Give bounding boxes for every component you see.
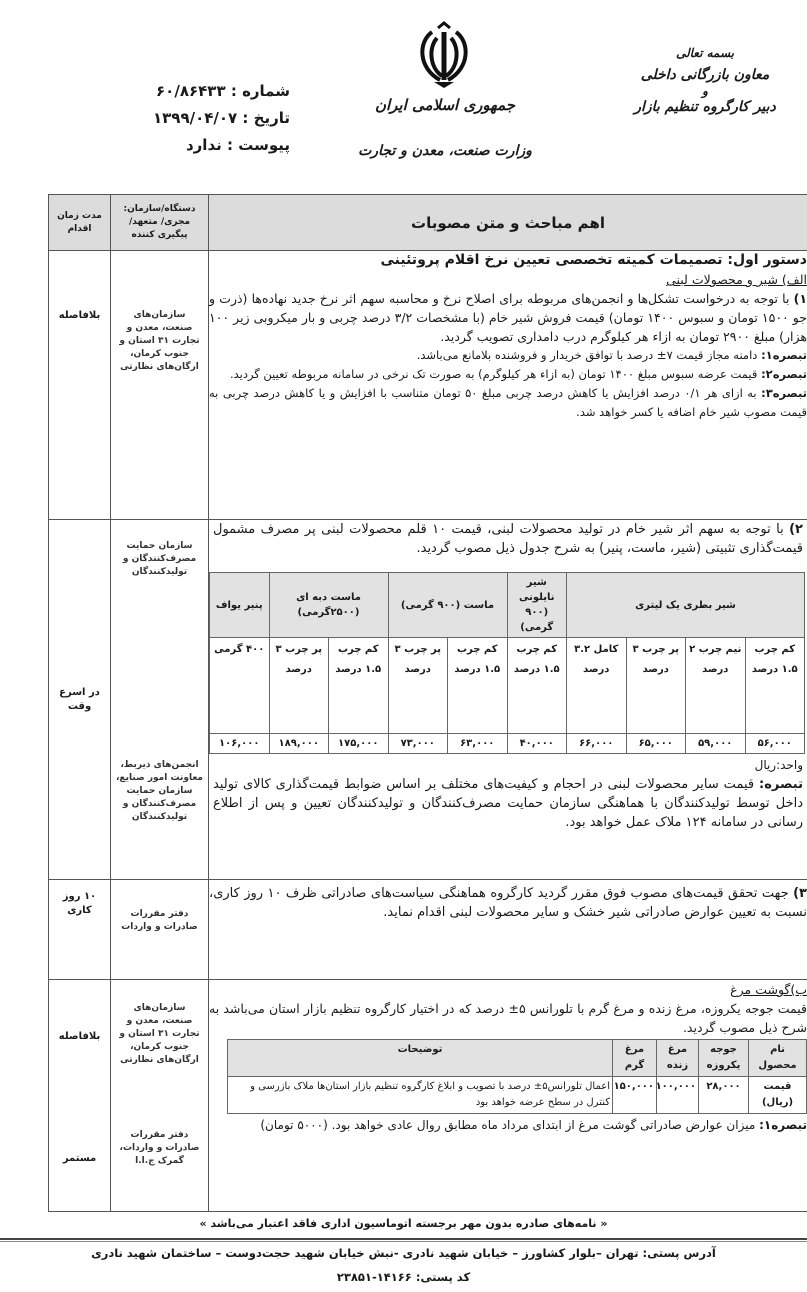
iran-emblem-icon (410, 20, 478, 90)
poultry-header-row (228, 1040, 807, 1077)
dairy-variant: نیم چرب ۲ درصد (686, 638, 746, 734)
dairy-price: ۶۶,۰۰۰ (567, 734, 627, 754)
sender-title (630, 42, 780, 118)
number-value: ۶۰/۸۶۴۳۳ (156, 82, 226, 100)
note1-text: دامنه مجاز قیمت ۷± درصد با توافق خریدار و فروشنده بلامانع می‌باشد. (416, 348, 758, 362)
attachment-value: ندارد (185, 136, 222, 154)
note2-label: تبصره۲: (761, 367, 807, 381)
dairy-variant: کامل ۳.۲ درصد (567, 638, 627, 734)
date-label: تاریخ : (242, 109, 290, 127)
footer-divider (0, 1238, 807, 1240)
dairy-group: پنیر یواف (210, 573, 270, 638)
sender-invocation: بسمه تعالی (675, 46, 735, 60)
poultry-header: جوجه یکروزه (699, 1040, 749, 1077)
item2 (209, 520, 805, 558)
section3-responsible (111, 880, 209, 980)
section3-responsible-text: دفتر مقررات صادرات و واردات (121, 909, 198, 932)
item3 (209, 884, 807, 922)
section2-content (209, 520, 807, 880)
dairy-price-table (209, 572, 805, 754)
section2-note-text: قیمت سایر محصولات لبنی در احجام و کیفیت‌های مختلف بر اساس ضوابط قیمت‌گذاری کالای تولید داخل توسط تولیدکنندگان با هماهنگی سازمان حمایت مصرف‌کنندگان و تولیدکنندگان تعیین و پس از اطلاع رسانی در سامانه ۱۲۴ ملاک عمل خواهد بود. (213, 777, 803, 830)
poultry-subtitle: ب)گوشت مرغ (730, 982, 807, 997)
item3-number: ۳) (793, 886, 807, 901)
dairy-variant: کم چرب ۱.۵ درصد (745, 638, 805, 734)
validity-note: « نامه‌های صادره بدون مهر برجسته اتوماسیون اداری فاقد اعتبار می‌باشد » (199, 1217, 608, 1230)
item2-number: ۲) (789, 522, 803, 537)
section2-responsible-top: سازمان حمایت مصرف‌کنندگان و تولیدکنندگان (122, 541, 197, 577)
postal-address: آدرس پستی: تهران –بلوار کشاورز – خیابان شهید نادری -نبش خیابان شهید حجت‌دوست – ساختمان شهید نادری (91, 1246, 716, 1260)
section1-content (209, 251, 807, 520)
dairy-price: ۱۷۵,۰۰۰ (329, 734, 389, 754)
dairy-variant: کم چرب ۱.۵ درصد (448, 638, 508, 734)
dairy-variant: کم چرب ۱.۵ درصد (507, 638, 567, 734)
section4-responsible-top: سازمان‌های صنعت، معدن و تجارت ۳۱ استان و جنوب کرمان، ارگان‌های نظارتی (119, 1003, 200, 1065)
poultry-header: توضیحات (228, 1040, 613, 1077)
note1-label: تبصره۱: (761, 348, 807, 362)
section3-content (209, 880, 807, 980)
poultry-intro: قیمت جوجه یکروزه، مرغ زنده و مرغ گرم با تلورانس ۵± درصد که در اختیار کارگروه تنظیم بازار استان می‌باشد به شرح ذیل مصوب گردید. (209, 1001, 807, 1035)
section1-responsible-text: سازمان‌های صنعت، معدن و تجارت ۳۱ استان و جنوب کرمان، ارگان‌های نظارتی (119, 310, 200, 372)
poultry-price-table (227, 1039, 807, 1114)
table-row (49, 251, 807, 520)
sender-and: و (702, 84, 708, 98)
item1 (209, 289, 807, 346)
postal-code: کد پستی: ۱۴۱۶۶-۲۳۸۵۱ (336, 1270, 471, 1284)
dairy-group: شیر بطری یک لیتری (567, 573, 805, 638)
poultry-price-chick: ۲۸,۰۰۰ (699, 1077, 749, 1114)
letter-meta (110, 78, 290, 159)
dairy-price: ۵۹,۰۰۰ (686, 734, 746, 754)
letter-attachment (110, 132, 290, 159)
dairy-variant: پر چرب ۳ درصد (388, 638, 448, 734)
republic-name: جمهوری اسلامی ایران (374, 96, 516, 114)
dairy-variant: پر چرب ۳ درصد (269, 638, 329, 734)
dairy-variant-row (210, 638, 805, 734)
dairy-group-row (210, 573, 805, 638)
poultry-header: مرغ زنده (657, 1040, 699, 1077)
item1-number: ۱) (793, 291, 807, 306)
note3-text: به ازای هر ۰/۱ درصد افزایش یا کاهش درصد چربی مبلغ ۵۰ تومان متناسب با افزایش و یا کاهش درصد چربی به قیمت مصوب شیر خام اضافه یا کسر خواهد شد. (209, 386, 807, 419)
dairy-group: شیر نایلونی (۹۰۰ گرمی) (507, 573, 567, 638)
dairy-variant: پر چرب ۳ درصد (626, 638, 686, 734)
section2-duration (49, 520, 111, 880)
dairy-price: ۶۳,۰۰۰ (448, 734, 508, 754)
poultry-note-label: تبصره۱: (759, 1118, 807, 1132)
date-value: ۱۳۹۹/۰۴/۰۷ (152, 109, 238, 127)
poultry-header: مرغ گرم (613, 1040, 657, 1077)
poultry-note-text: میزان عوارض صادراتی گوشت مرغ از ابتدای مرداد ماه مطابق روال عادی خواهد بود. (۵۰۰۰ تومان) (260, 1118, 756, 1132)
section2-note (209, 775, 805, 832)
section1-responsible (111, 251, 209, 520)
footer-divider-thin (0, 1241, 807, 1242)
section3-duration-text: ۱۰ روز کاری (62, 891, 97, 916)
header-content: اهم مباحث و متن مصوبات (209, 195, 807, 251)
sender-deputy: معاون بازرگانی داخلی (640, 67, 770, 83)
dairy-price: ۱۰۶,۰۰۰ (210, 734, 270, 754)
dairy-price: ۶۵,۰۰۰ (626, 734, 686, 754)
letter-number (110, 78, 290, 105)
section3-duration (49, 880, 111, 980)
poultry-price-live: ۱۰۰,۰۰۰ (657, 1077, 699, 1114)
attachment-label: پیوست : (226, 136, 290, 154)
poultry-note (209, 1116, 807, 1135)
poultry-header: نام محصول (749, 1040, 807, 1077)
section4-duration (49, 980, 111, 1212)
number-label: شماره : (230, 82, 290, 100)
dairy-price: ۱۸۹,۰۰۰ (269, 734, 329, 754)
poultry-price-row (228, 1077, 807, 1114)
section2-duration-text: در اسرع وقت (59, 687, 100, 712)
dairy-price: ۴۰,۰۰۰ (507, 734, 567, 754)
agenda-title: دستور اول: تصمیمات کمیته تخصصی تعیین نرخ اقلام پروتئینی (380, 252, 807, 268)
section1-duration-text: بلافاصله (58, 310, 101, 321)
note2 (209, 365, 807, 384)
poultry-description: اعمال تلورانس۵± درصد با تصویب و ابلاغ کارگروه تنظیم بازار استان‌ها ملاک بازرسی و کنترل در سطح عرضه خواهد بود (228, 1077, 613, 1114)
note2-text: قیمت عرضه سبوس مبلغ ۱۴۰۰ تومان (به ازاء هر کیلوگرم) به صورت تک نرخی در سامانه مربوطه تعیین گردید. (229, 367, 758, 381)
section4-responsible-bottom: دفتر مقررات صادرات و واردات، گمرک ج.ا.ا (119, 1130, 200, 1166)
note3 (209, 384, 807, 422)
section4-responsible (111, 980, 209, 1212)
item1-text: با توجه به درخواست تشکل‌ها و انجمن‌های مربوطه برای اصلاح نرخ و محاسبه سهم اثر نرخ جدید نهاده‌ها (ذرت و جو ۱۵۰۰ تومان و سبوس ۱۴۰۰ تومان) قیمت فروش شیر خام (با مشخصات ۳/۲ درصد چربی و بار میکروبی زیر ۱۰۰ هزار) مبلغ ۲۹۰۰ تومان به ازاء هر کیلوگرم درب دامداری تصویب گردید. (209, 291, 807, 344)
header-duration: مدت زمان اقدام (49, 195, 111, 251)
section2-responsible-bottom: انجمن‌های ذیربط، معاونت امور صنایع، سازمان حمایت مصرف‌کنندگان و تولیدکنندگان (116, 760, 203, 822)
item2-text: با توجه به سهم اثر شیر خام در تولید محصولات لبنی، قیمت ۱۰ قلم محصولات لبنی پر مصرف مشمول قیمت‌گذاری تثبیتی (شیر، ماست، پنیر) به شرح جدول ذیل مصوب گردید. (213, 522, 803, 556)
poultry-row-label: قیمت (ریال) (749, 1077, 807, 1114)
table-row (49, 520, 807, 880)
note1 (209, 346, 807, 365)
section4-content (209, 980, 807, 1212)
dairy-price-row (210, 734, 805, 754)
sender-secretary: دبیر کارگروه تنظیم بازار (634, 99, 776, 115)
table-row (49, 980, 807, 1212)
letter-date (110, 105, 290, 132)
dairy-price: ۷۳,۰۰۰ (388, 734, 448, 754)
resolutions-table (48, 194, 807, 1212)
ministry-name: وزارت صنعت، معدن و تجارت (358, 143, 532, 159)
section2-note-label: تبصره: (759, 777, 803, 792)
section4-duration-bottom: مستمر (62, 1153, 97, 1164)
table-header-row (49, 195, 807, 251)
dairy-unit: واحد:ریال (754, 758, 803, 772)
dairy-subtitle: الف) شیر و محصولات لبنی (666, 272, 807, 287)
dairy-group: ماست (۹۰۰ گرمی) (388, 573, 507, 638)
header-responsible: دستگاه/سازمان: مجری/ متعهد/ پیگیری کننده (111, 195, 209, 251)
poultry-price-warm: ۱۵۰,۰۰۰ (613, 1077, 657, 1114)
item3-text: جهت تحقق قیمت‌های مصوب فوق مقرر گردید کارگروه هماهنگی سیاست‌های صادراتی ظرف ۱۰ روز کاری، نسبت به تعیین عوارض صادراتی شیر خشک و سایر محصولات لبنی اقدام نماید. (209, 886, 807, 920)
dairy-variant: کم چرب ۱.۵ درصد (329, 638, 389, 734)
section1-duration (49, 251, 111, 520)
table-row (49, 880, 807, 980)
note3-label: تبصره۳: (761, 386, 807, 400)
section4-duration-top: بلافاصله (58, 1031, 101, 1042)
section2-responsible (111, 520, 209, 880)
dairy-price: ۵۶,۰۰۰ (745, 734, 805, 754)
dairy-variant: ۴۰۰ گرمی (210, 638, 270, 734)
dairy-group: ماست دبه ای (۲۵۰۰گرمی) (269, 573, 388, 638)
